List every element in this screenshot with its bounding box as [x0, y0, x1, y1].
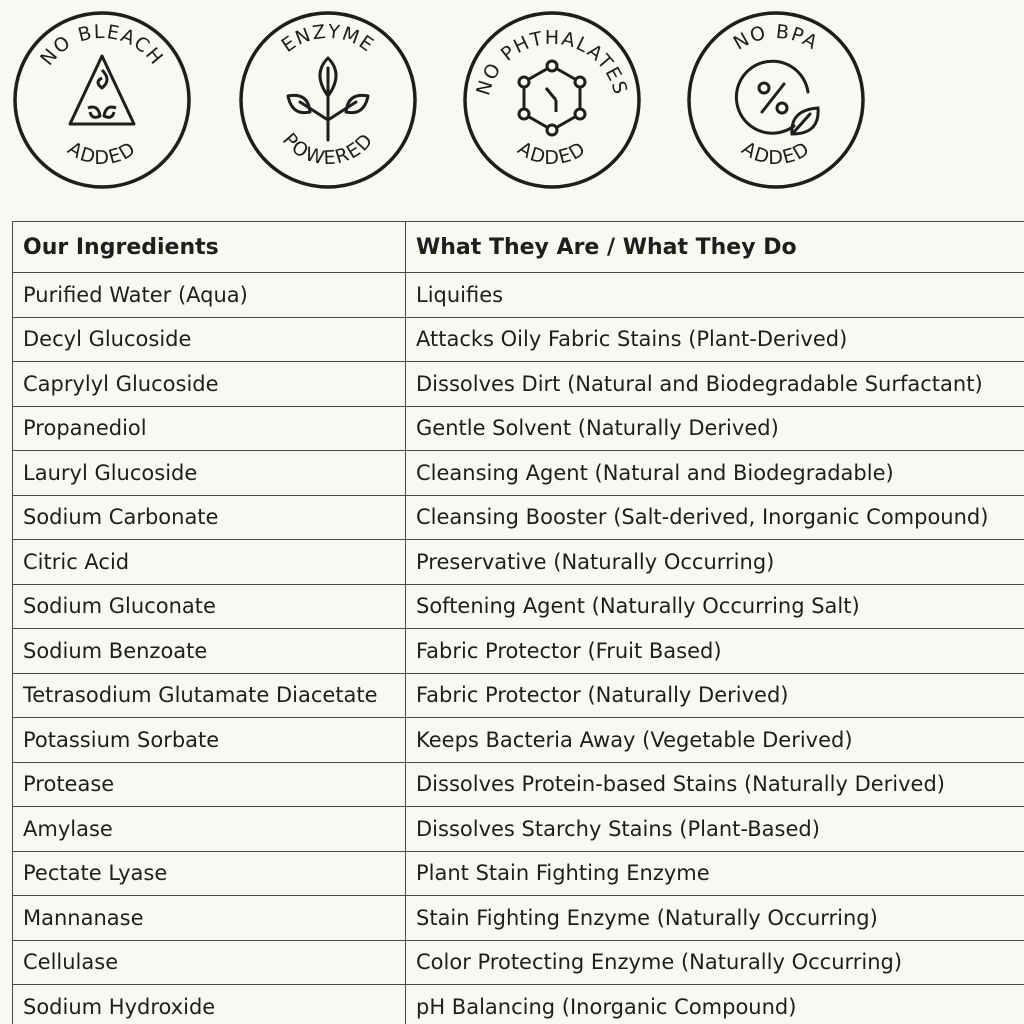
- table-row: [13, 673, 1024, 718]
- table-row: [13, 406, 1024, 451]
- ingredient-name: Cellulase: [13, 940, 406, 985]
- ingredient-description: Softening Agent (Naturally Occurring Salt): [406, 584, 1024, 629]
- badge-bottom-text: ADDED: [737, 137, 815, 170]
- ingredient-description: Stain Fighting Enzyme (Naturally Occurring): [406, 896, 1024, 941]
- table-row: [13, 540, 1024, 585]
- badge-no-bpa: [684, 8, 868, 192]
- ingredient-name: Decyl Glucoside: [13, 317, 406, 362]
- ingredient-name: Sodium Benzoate: [13, 629, 406, 674]
- triskelion-icon: [70, 56, 134, 124]
- table-row: [13, 985, 1024, 1024]
- badge-bottom-text: ADDED: [63, 137, 141, 170]
- table-row: [13, 896, 1024, 941]
- ingredient-description: pH Balancing (Inorganic Compound): [406, 985, 1024, 1024]
- ingredient-description: Cleansing Agent (Natural and Biodegradable): [406, 451, 1024, 496]
- ingredient-name: Propanediol: [13, 406, 406, 451]
- molecule-icon: [519, 61, 585, 135]
- ingredient-name: Tetrasodium Glutamate Diacetate: [13, 673, 406, 718]
- table-row: [13, 317, 1024, 362]
- table-row: [13, 718, 1024, 763]
- table-row: [13, 584, 1024, 629]
- table-row: [13, 362, 1024, 407]
- badge-row: [0, 0, 1024, 200]
- ingredient-name: Amylase: [13, 807, 406, 852]
- ingredient-description: Dissolves Dirt (Natural and Biodegradable Surfactant): [406, 362, 1024, 407]
- ingredient-description: Cleansing Booster (Salt-derived, Inorganic Compound): [406, 495, 1024, 540]
- ingredient-name: Citric Acid: [13, 540, 406, 585]
- ingredient-name: Lauryl Glucoside: [13, 451, 406, 496]
- table-row: [13, 629, 1024, 674]
- badge-no-bleach: [10, 8, 194, 192]
- ingredient-description: Fabric Protector (Naturally Derived): [406, 673, 1024, 718]
- ingredient-description: Gentle Solvent (Naturally Derived): [406, 406, 1024, 451]
- ingredient-description: Dissolves Starchy Stains (Plant-Based): [406, 807, 1024, 852]
- badge-top-text: NO BPA: [729, 20, 823, 55]
- ingredient-description: Plant Stain Fighting Enzyme: [406, 851, 1024, 896]
- header-ingredient: Our Ingredients: [13, 222, 406, 273]
- table-row: [13, 940, 1024, 985]
- ingredients-table: [12, 221, 1024, 1024]
- ingredient-description: Liquifies: [406, 273, 1024, 318]
- ingredient-description: Fabric Protector (Fruit Based): [406, 629, 1024, 674]
- leaves-icon: [288, 58, 368, 140]
- ingredient-name: Protease: [13, 762, 406, 807]
- ingredient-name: Sodium Carbonate: [13, 495, 406, 540]
- ingredient-name: Sodium Gluconate: [13, 584, 406, 629]
- ingredient-description: Keeps Bacteria Away (Vegetable Derived): [406, 718, 1024, 763]
- badge-bottom-text: POWERED: [278, 128, 379, 170]
- ingredient-name: Sodium Hydroxide: [13, 985, 406, 1024]
- badge-enzyme-powered: [236, 8, 420, 192]
- ingredient-name: Potassium Sorbate: [13, 718, 406, 763]
- ingredient-description: Dissolves Protein-based Stains (Naturally Derived): [406, 762, 1024, 807]
- table-row: [13, 273, 1024, 318]
- ingredient-description: Preservative (Naturally Occurring): [406, 540, 1024, 585]
- table-row: [13, 851, 1024, 896]
- header-description: What They Are / What They Do: [406, 222, 1024, 273]
- ingredient-name: Caprylyl Glucoside: [13, 362, 406, 407]
- badge-top-text: NO PHTHALATES: [472, 26, 632, 98]
- badge-top-text: ENZYME: [277, 20, 379, 57]
- badge-bottom-text: ADDED: [513, 137, 591, 170]
- ingredient-description: Attacks Oily Fabric Stains (Plant-Derived): [406, 317, 1024, 362]
- table-row: [13, 451, 1024, 496]
- ingredient-description: Color Protecting Enzyme (Naturally Occurring): [406, 940, 1024, 985]
- badge-no-phthalates: [460, 8, 644, 192]
- table-row: [13, 807, 1024, 852]
- ingredient-name: Purified Water (Aqua): [13, 273, 406, 318]
- table-row: [13, 495, 1024, 540]
- table-body: [13, 273, 1024, 1024]
- ingredient-name: Pectate Lyase: [13, 851, 406, 896]
- badge-top-text: NO BLEACH: [36, 20, 168, 70]
- table-header-row: [13, 222, 1024, 273]
- percent-leaf-icon: [736, 61, 818, 134]
- table-row: [13, 762, 1024, 807]
- ingredient-name: Mannanase: [13, 896, 406, 941]
